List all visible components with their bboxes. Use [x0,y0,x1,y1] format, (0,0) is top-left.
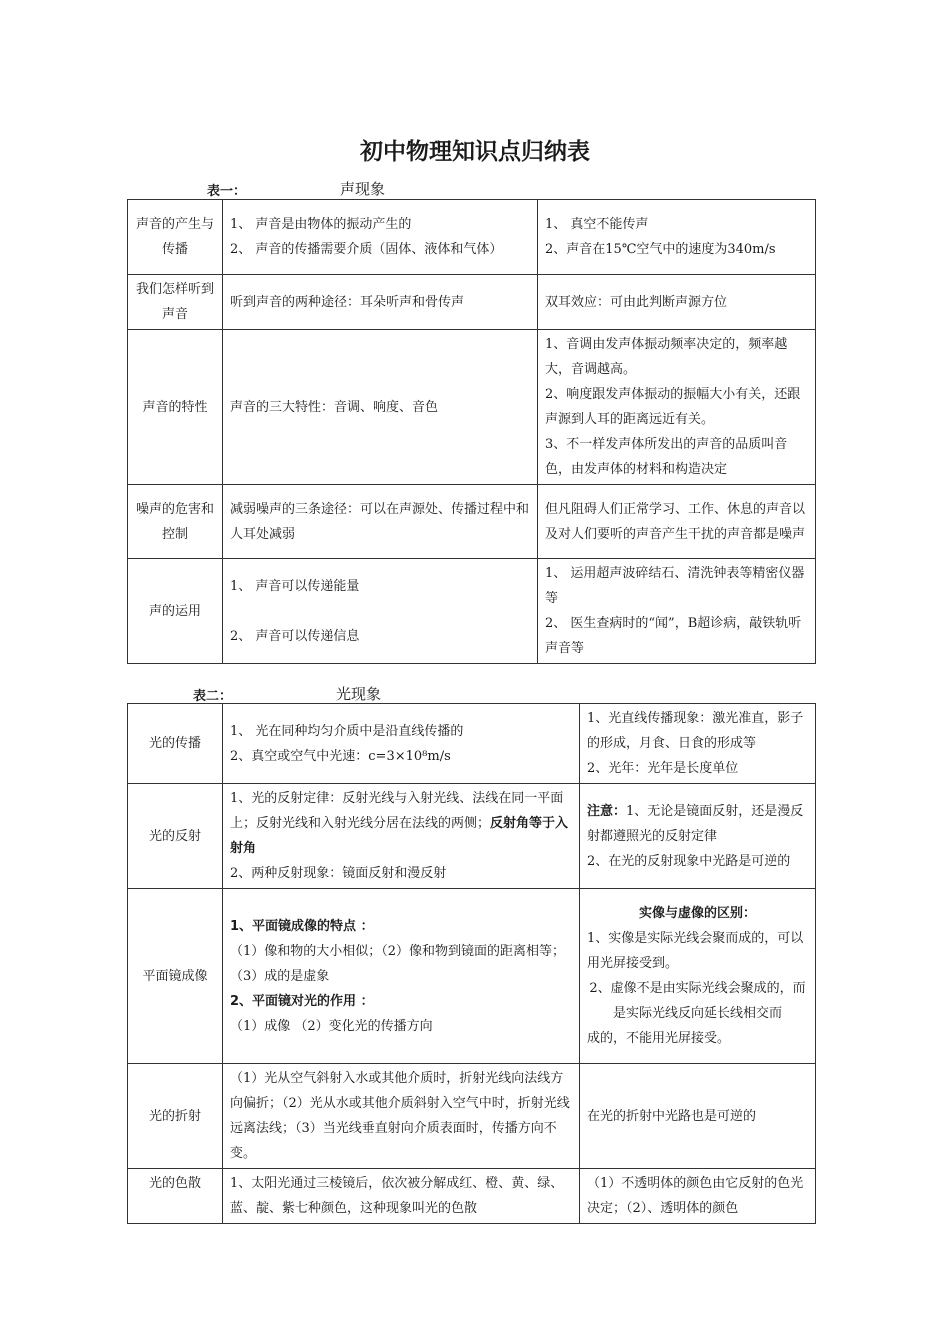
text-line: 听到声音的两种途径：耳朵听声和骨传声 [230,294,465,310]
text-line: 声音的三大特性：音调、响度、音色 [230,399,439,415]
text-line: 2、响度跟发声体振动的振幅大小有关，还跟声源到人耳的距离远近有关。 [545,387,801,427]
table-row [128,704,816,784]
row-head: 光的折射 [128,1064,223,1169]
text-line: 2、 声音可以传递信息 [230,628,360,644]
table-row [128,784,816,889]
row-notes [538,485,816,559]
table1-label: 表一： [207,184,247,199]
text-line: 1、光直线传播现象：激光准直，影子的形成，月食、日食的形成等 [587,711,804,751]
text-line: 在光的折射中光路也是可逆的 [587,1108,757,1124]
row-content [223,784,580,889]
table-row [128,485,816,559]
row-head: 声音的特性 [128,330,223,485]
table-row [128,200,816,275]
row-notes [538,275,816,330]
row-head: 光的反射 [128,784,223,889]
text-line: 2、平面镜对光的作用 ： [230,993,374,1009]
table-sound [127,199,816,664]
row-content [223,200,538,275]
note-label: 注意： [587,803,627,819]
table2-label: 表二： [193,689,233,704]
table-row [128,889,816,1064]
text-line: 成的，不能用光屏接受。 [587,1031,731,1046]
text-line: 实像与虚像的区别： [638,906,756,921]
row-content [223,559,538,664]
row-content [223,330,538,485]
text-line: 1、 声音是由物体的振动产生的 [230,217,412,232]
table-row [128,1064,816,1169]
text-line: 双耳效应：可由此判断声源方位 [545,294,728,310]
text-line: 但凡阻碍人们正常学习、工作、休息的声音以及对人们要听的声音产生干扰的声音都是噪声 [545,501,806,542]
text-line: 2、 医生查病时的“闻”，B超诊病，敲铁轨听声音等 [545,616,802,656]
table1-caption [207,180,386,199]
row-notes [580,704,816,784]
text-line: 1、 真空不能传声 [545,217,649,232]
emphasis-text: 反射角等于入射角 [230,816,569,856]
table1-name: 声现象 [340,180,386,198]
row-head: 光的色散 [128,1169,223,1224]
row-content [223,485,538,559]
row-content [223,275,538,330]
text-line: 2、在光的反射现象中光路是可逆的 [587,853,791,869]
text-line: 2、声音在15℃空气中的速度为340m/s [545,242,776,257]
text-line: 2、虚像不是由实际光线会聚成的，而是实际光线反向延长线相交而 [589,981,806,1021]
text-line: 减弱噪声的三条途径：可以在声源处、传播过程中和人耳处减弱 [230,501,530,542]
text-line: 2、真空或空气中光速：c=3×10⁸m/s [230,748,451,764]
row-head: 声音的产生与传播 [128,200,223,275]
text-line: 3、不一样发声体所发出的声音的品质叫音色，由发声体的材料和构造决定 [545,437,788,477]
table-row [128,330,816,485]
text-line: 1、平面镜成像的特点 ： [230,918,374,934]
row-notes [538,200,816,275]
row-notes [580,889,816,1064]
row-notes [538,330,816,485]
table-row [128,275,816,330]
text-line: 2、两种反射现象：镜面反射和漫反射 [230,866,447,881]
row-head: 我们怎样听到声音 [128,275,223,330]
row-notes [580,1169,816,1224]
text-line: 1、音调由发声体振动频率决定的，频率越大，音调越高。 [545,337,788,377]
text-line: 1、 运用超声波碎结石、清洗钟表等精密仪器等 [545,566,805,606]
row-content [223,1064,580,1169]
text-line: 1、太阳光通过三棱镜后，依次被分解成红、橙、黄、绿、蓝、靛、紫七种颜色，这种现象叫光的色散 [230,1176,564,1216]
text-line: 1、光的反射定律：反射光线与入射光线、法线在同一平面上；反射光线和入射光线分居在法线的两侧； [230,791,564,831]
row-content [223,889,580,1064]
row-notes [538,559,816,664]
row-content [223,704,580,784]
table2-name: 光现象 [336,685,382,703]
row-head: 噪声的危害和控制 [128,485,223,559]
text-line: （1）光从空气斜射入水或其他介质时，折射光线向法线方向偏折；（2）光从水或其他介质斜射入空气中时，折射光线远离法线；（3）当光线垂直射向介质表面时，传播方向不变。 [230,1071,570,1161]
text-line: 1、 声音可以传递能量 [230,578,360,594]
row-notes [580,1064,816,1169]
text-line: （1）成像 （2）变化光的传播方向 [230,1018,433,1034]
text-line: （1）不透明体的颜色由它反射的色光决定；（2）、透明体的颜色 [587,1176,804,1216]
row-head: 光的传播 [128,704,223,784]
text-line: 1、实像是实际光线会聚而成的，可以用光屏接受到。 [587,931,804,971]
row-head: 声的运用 [128,559,223,664]
page-title: 初中物理知识点归纳表 [360,139,590,165]
row-content [223,1169,580,1224]
table2-caption [193,685,382,704]
table-row [128,559,816,664]
text-line: 1、 光在同种均匀介质中是沿直线传播的 [230,723,464,739]
text-line: 1、无论是镜面反射，还是漫反射都遵照光的反射定律 [587,803,804,844]
table-row [128,1169,816,1224]
row-head: 平面镜成像 [128,889,223,1064]
table-light [127,703,816,1224]
text-line: （1）像和物的大小相似；（2）像和物到镜面的距离相等；（3）成的是虚象 [230,943,566,984]
text-line: 2、 声音的传播需要介质（固体、液体和气体） [230,242,503,257]
row-notes [580,784,816,889]
text-line: 2、光年：光年是长度单位 [587,761,739,776]
